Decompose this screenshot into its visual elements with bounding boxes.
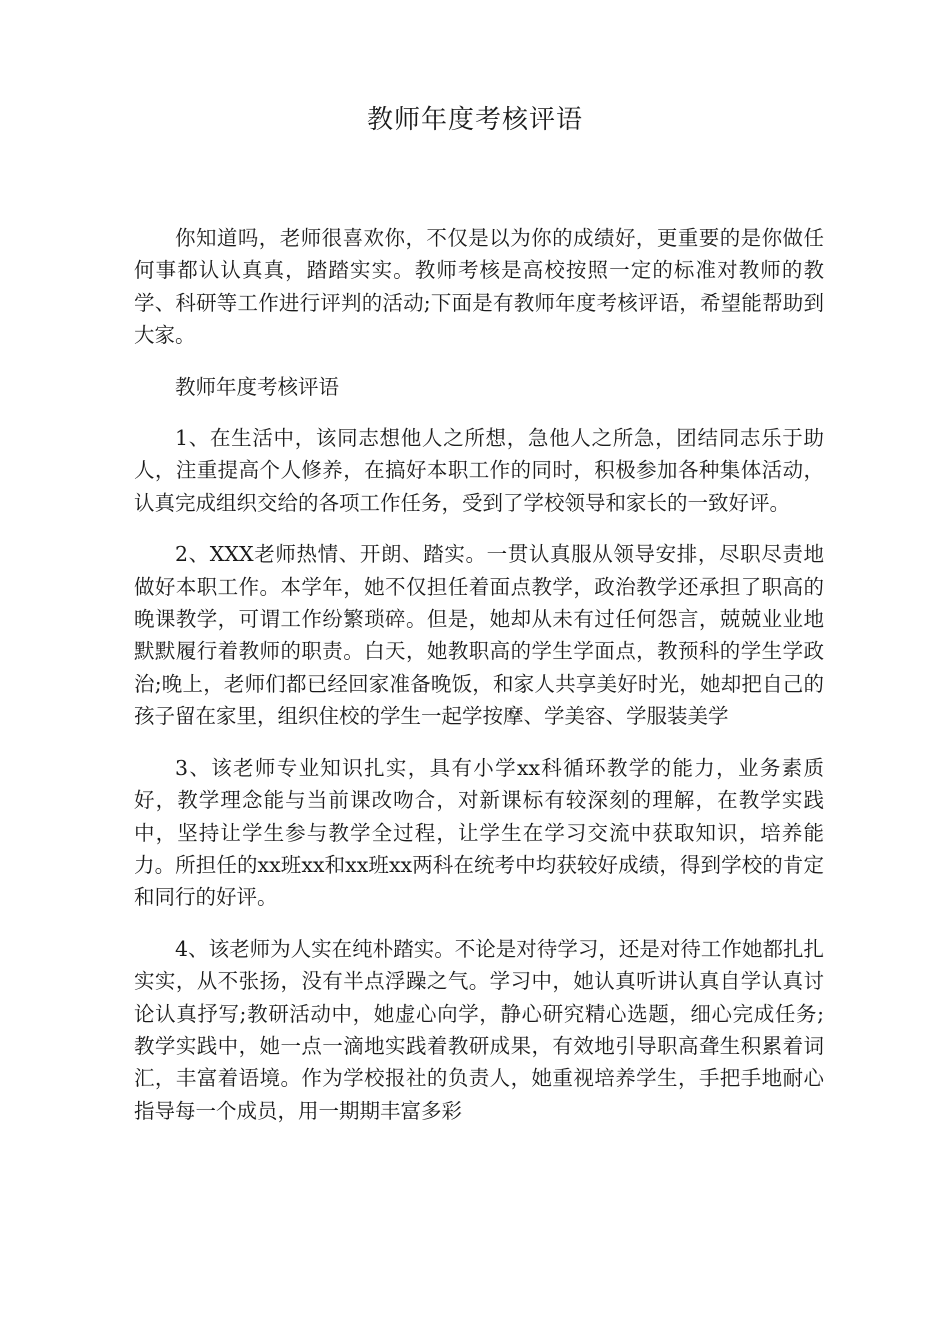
section-heading: 教师年度考核评语 bbox=[175, 374, 339, 399]
comment-paragraph-1: 1、在生活中，该同志想他人之所想，急他人之所急，团结同志乐于助人，注重提高个人修养，在搞好本职工作的同时，积极参加各种集体活动，认真完成组织交给的各项工作任务，受到了学校领导和家长的一致好评。 bbox=[134, 426, 824, 515]
comment-paragraph-2: 2、XXX老师热情、开朗、踏实。一贯认真服从领导安排，尽职尽责地做好本职工作。本学年，她不仅担任着面点教学，政治教学还承担了职高的晚课教学，可谓工作纷繁琐碎。但是，她却从未有过任何怨言，兢兢业业地默默履行着教师的职责。白天，她教职高的学生学面点，教预科的学生学政治;晚上，老师们都已经回家准备晚饭，和家人共享美好时光，她却把自己的孩子留在家里，组织住校的学生一起学按摩、学美容、学服装美学 bbox=[134, 542, 824, 729]
document-title: 教师年度考核评语 bbox=[366, 105, 583, 135]
intro-paragraph: 你知道吗，老师很喜欢你，不仅是以为你的成绩好，更重要的是你做任何事都认认真真，踏踏实实。教师考核是高校按照一定的标准对教师的教学、科研等工作进行评判的活动;下面是有教师年度考核评语，希望能帮助到大家。 bbox=[134, 226, 824, 348]
document-body bbox=[134, 222, 824, 1127]
comment-paragraph-3: 3、该老师专业知识扎实，具有小学xx科循环教学的能力，业务素质好，教学理念能与当前课改吻合，对新课标有较深刻的理解，在教学实践中，坚持让学生参与教学全过程，让学生在学习交流中获取知识，培养能力。所担任的xx班xx和xx班xx两科在统考中均获较好成绩，得到学校的肯定和同行的好评。 bbox=[134, 755, 824, 910]
comment-paragraph-4: 4、该老师为人实在纯朴踏实。不论是对待学习，还是对待工作她都扎扎实实，从不张扬，没有半点浮躁之气。学习中，她认真听讲认真自学认真讨论认真抒写;教研活动中，她虚心向学，静心研究精心选题，细心完成任务;教学实践中，她一点一滴地实践着教研成果，有效地引导职高聋生积累着词汇，丰富着语境。作为学校报社的负责人，她重视培养学生，手把手地耐心指导每一个成员，用一期期丰富多彩 bbox=[134, 936, 824, 1123]
